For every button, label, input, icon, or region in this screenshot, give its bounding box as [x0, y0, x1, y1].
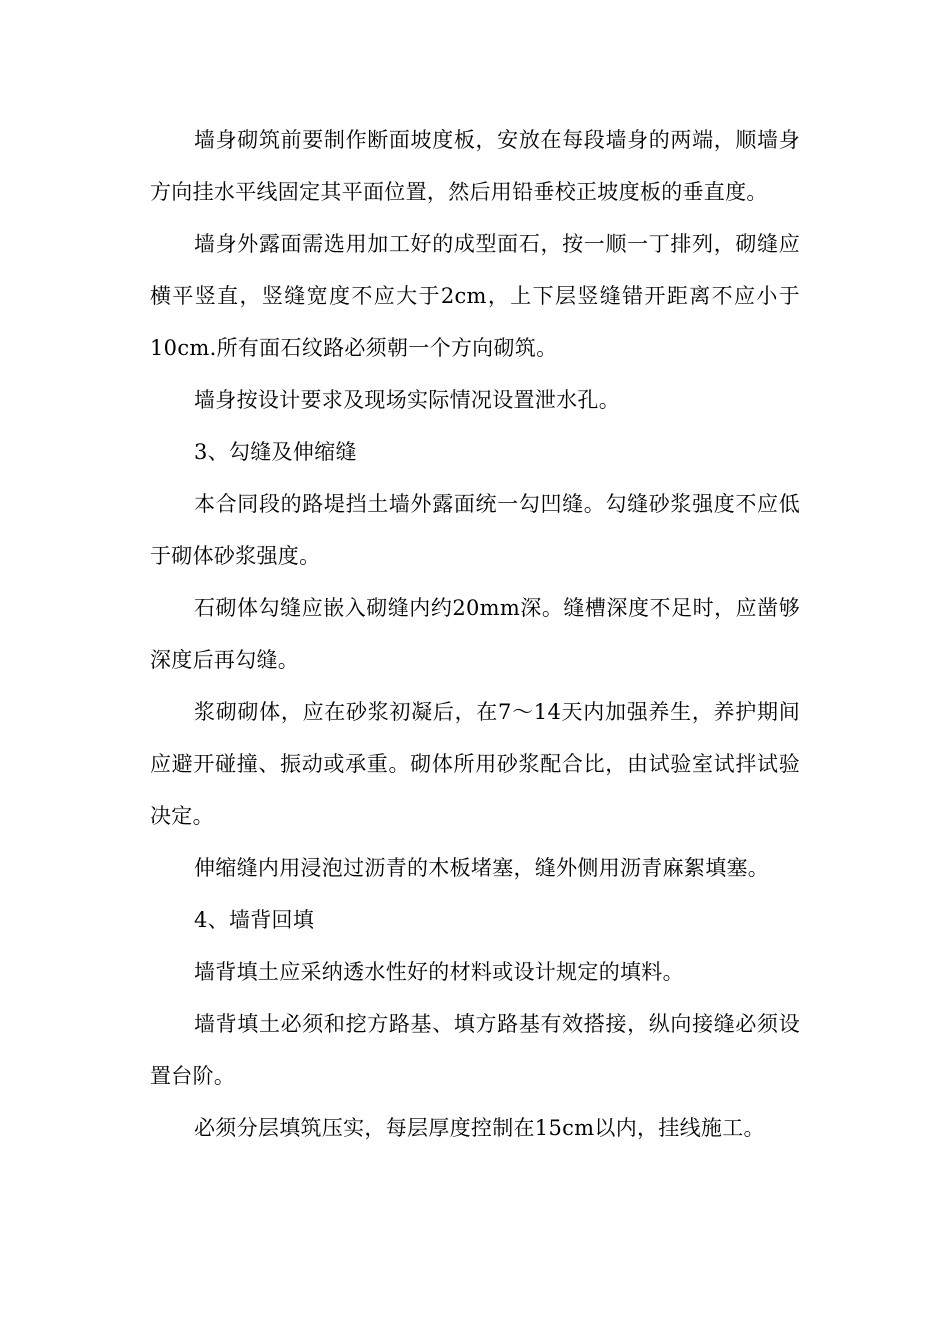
paragraph-backfill-material: 墙背填土应采纳透水性好的材料或设计规定的填料。: [194, 960, 684, 984]
paragraph-pointing-depth: 石砌体勾缝应嵌入砌缝内约20mm深。缝槽深度不足时，应凿够深度后再勾缝。: [150, 596, 800, 672]
paragraph-wall-masonry-slope-board: 墙身砌筑前要制作断面坡度板，安放在每段墙身的两端，顺墙身方向挂水平线固定其平面位置，然后用铅垂校正坡度板的垂直度。: [150, 128, 800, 204]
section-heading-backfill: 4、墙背回填: [194, 908, 315, 932]
paragraph-curing: 浆砌砌体，应在砂浆初凝后，在7～14天内加强养生，养护期间应避开碰撞、振动或承重。砌体所用砂浆配合比，由试验室试拌试验决定。: [150, 700, 800, 828]
document-body: [150, 114, 800, 1154]
paragraph-drain-holes: 墙身按设计要求及现场实际情况设置泄水孔。: [194, 388, 620, 412]
paragraph-expansion-joint-filling: 伸缩缝内用浸泡过沥青的木板堵塞，缝外侧用沥青麻絮填塞。: [194, 856, 770, 880]
paragraph-exposed-face-stone: 墙身外露面需选用加工好的成型面石，按一顺一丁排列，砌缝应横平竖直，竖缝宽度不应大于2cm，上下层竖缝错开距离不应小于10cm.所有面石纹路必须朝一个方向砌筑。: [150, 232, 800, 360]
paragraph-layered-compaction: 必须分层填筑压实，每层厚度控制在15cm以内，挂线施工。: [194, 1116, 765, 1140]
paragraph-backfill-overlap: 墙背填土必须和挖方路基、填方路基有效搭接，纵向接缝必须设置台阶。: [150, 1012, 800, 1088]
paragraph-concave-pointing: 本合同段的路堤挡土墙外露面统一勾凹缝。勾缝砂浆强度不应低于砌体砂浆强度。: [150, 492, 800, 568]
section-heading-pointing-expansion-joints: 3、勾缝及伸缩缝: [194, 440, 357, 464]
